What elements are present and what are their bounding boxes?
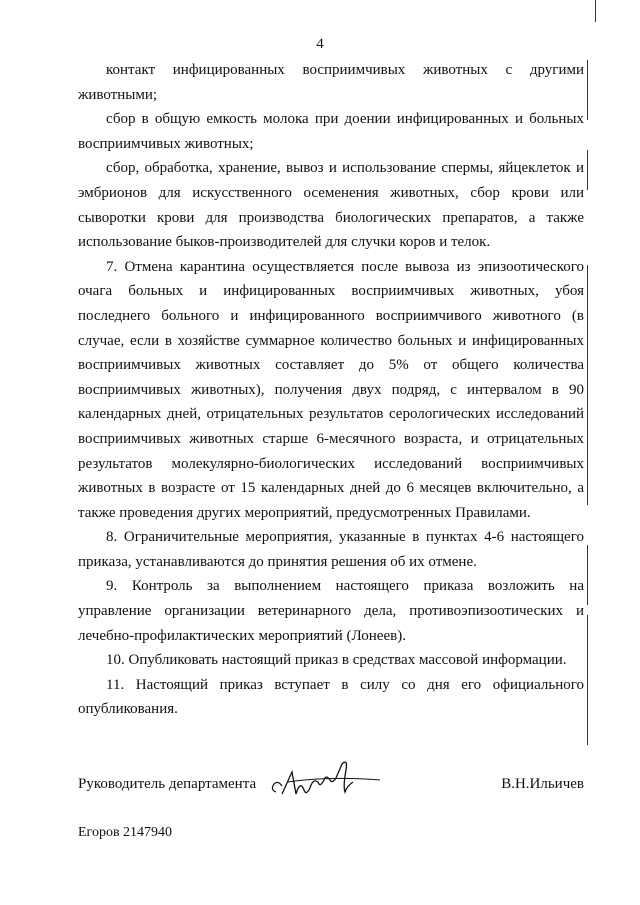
page-number: 4 <box>316 36 324 52</box>
paragraph-item-7: 7. Отмена карантина осуществляется после вывоза из эпизоотического очага больных и инфицированных восприимчивых животных, убоя последнего больного и инфицированного восприимчивого животного (в случае, если в хозяйстве суммарное количество больных и инфицированных восприимчивых животных составляет до 5% от общего количества восприимчивых животных), получения двух подряд, с интервалом в 90 календарных дней, отрицательных результатов серологических исследований восприимчивых животных старше 6-месячного возраста, и отрицательных результатов молекулярно-биологических исследований восприимчивых животных в возрасте от 15 календарных дней до 6 месяцев включительно, а также проведения других мероприятий, предусмотренных Правилами. <box>78 258 584 521</box>
scan-edge-mark <box>595 0 596 22</box>
scan-edge-line <box>587 615 589 745</box>
document-body <box>78 58 584 722</box>
signer-name: В.Н.Ильичев <box>501 776 584 792</box>
handwritten-signature <box>268 752 388 812</box>
scan-edge-line <box>587 265 589 505</box>
paragraph-milk-collection: сбор в общую емкость молока при доении инфицированных и больных восприимчивых животных; <box>78 111 584 152</box>
paragraph-item-11: 11. Настоящий приказ вступает в силу со дня его официального опубликования. <box>78 676 584 718</box>
signer-title: Руководитель департамента <box>78 776 257 792</box>
signature-block <box>78 770 584 810</box>
paragraph-item-9: 9. Контроль за выполнением настоящего приказа возложить на управление организации ветеринарного дела, противоэпизоотических и лечебно-профилактических мероприятий (Лонеев). <box>78 578 584 644</box>
scan-edge-line <box>587 60 589 120</box>
scan-edge-line <box>587 150 589 190</box>
scan-edge-line <box>587 545 589 605</box>
paragraph-item-10: 10. Опубликовать настоящий приказ в средствах массовой информации. <box>106 652 567 669</box>
paragraph-sperm-processing: сбор, обработка, хранение, вывоз и использование спермы, яйцеклеток и эмбрионов для искусственного осеменения животных, сбор крови или сыворотки крови для производства биологических препаратов, а также использование быков-производителей для случки коров и телок. <box>78 160 584 251</box>
paragraph-item-8: 8. Ограничительные мероприятия, указанные в пунктах 4-6 настоящего приказа, устанавливаются до принятия решения об их отмене. <box>78 529 584 570</box>
paragraph-contact: контакт инфицированных восприимчивых животных с другими животными; <box>78 62 584 103</box>
executor-info: Егоров 2147940 <box>78 825 173 840</box>
